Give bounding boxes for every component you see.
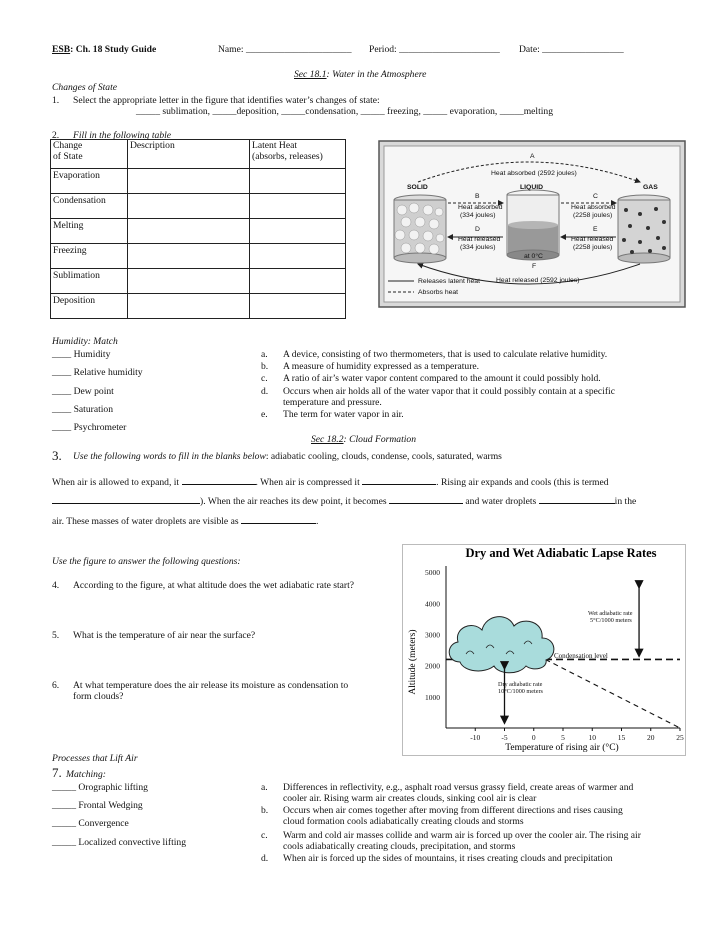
y-tick-label: 5000 xyxy=(425,568,440,578)
chart-x-label: Temperature of rising air (°C) xyxy=(505,743,619,753)
label-b-text1: Heat absorbed xyxy=(458,204,503,211)
lift-def: When air is forced up the sides of mountains, it rises creating clouds and precipitation xyxy=(283,853,613,864)
q4-text: According to the figure, at what altitude does the wet adiabatic rate start? xyxy=(73,580,355,591)
period-field[interactable]: Period: _____________________ xyxy=(369,44,500,55)
q1-number: 1. xyxy=(52,95,60,106)
label-gas: GAS xyxy=(643,184,658,191)
q3-number: 3. xyxy=(52,448,62,463)
state-change-table xyxy=(50,139,346,319)
latent-heat-cell[interactable] xyxy=(250,269,346,294)
table-row xyxy=(51,194,346,219)
name-field[interactable]: Name: ______________________ xyxy=(218,44,352,55)
blank-6[interactable] xyxy=(241,514,316,524)
blank-5[interactable] xyxy=(539,494,615,504)
description-cell[interactable] xyxy=(128,269,250,294)
x-tick-label: -5 xyxy=(501,733,508,742)
latent-heat-cell[interactable] xyxy=(250,194,346,219)
q2-text: Fill in the following table xyxy=(73,130,172,141)
def-text-cont: temperature and pressure. xyxy=(283,397,382,408)
def-text: Occurs when air holds all of the water vapor that it could possibly contain at a specific xyxy=(283,386,615,397)
lift-def-cont: cooler air. Rising warm air creates clouds, sinking cool air is clear xyxy=(283,793,537,804)
q3-line-3: air. These masses of water droplets are visible as . xyxy=(52,516,319,527)
label-e-text1: Heat released xyxy=(571,236,614,243)
course-title: ESB: Ch. 18 Study Guide xyxy=(52,44,157,55)
label-c-text1: Heat absorbed xyxy=(571,204,616,211)
q4-number: 4. xyxy=(52,580,60,591)
dry-rate-value: 10°C/1000 meters xyxy=(498,688,543,695)
def-text: The term for water vapor in air. xyxy=(283,409,404,420)
def-letter: b. xyxy=(261,361,269,372)
q6-number: 6. xyxy=(52,680,60,691)
label-solid: SOLID xyxy=(407,184,428,191)
humidity-term-blank[interactable]: ____ Saturation xyxy=(52,404,114,415)
blank-3[interactable] xyxy=(52,494,200,504)
row-label: Melting xyxy=(51,219,128,244)
row-label: Deposition xyxy=(51,294,128,319)
blank-2[interactable] xyxy=(362,475,436,485)
def-text: A measure of humidity expressed as a temperature. xyxy=(283,361,480,372)
figure-questions-intro: Use the figure to answer the following questions: xyxy=(52,556,241,567)
x-tick-label: 20 xyxy=(647,733,655,742)
row-label: Sublimation xyxy=(51,269,128,294)
wet-rate-label: Wet adiabatic rate xyxy=(588,610,633,617)
humidity-term-blank[interactable]: ____ Humidity xyxy=(52,349,111,360)
y-tick-label: 1000 xyxy=(425,692,440,702)
x-tick-label: -10 xyxy=(470,733,481,742)
section-18-2-title: Sec 18.2: Cloud Formation xyxy=(311,434,417,445)
lapse-rate-chart xyxy=(402,544,686,756)
description-cell[interactable] xyxy=(128,169,250,194)
lift-def: Warm and cold air masses collide and warm air is forced up over the cooler air. The rising air xyxy=(283,830,641,841)
def-letter: e. xyxy=(261,409,268,420)
chart-y-label: Altitude (meters) xyxy=(408,629,418,695)
latent-heat-cell[interactable] xyxy=(250,219,346,244)
table-row xyxy=(51,244,346,269)
row-label: Freezing xyxy=(51,244,128,269)
label-d-text1: Heat released xyxy=(458,236,501,243)
lift-term-blank[interactable]: _____ Convergence xyxy=(52,818,129,829)
q2-number: 2. xyxy=(52,130,60,141)
table-row xyxy=(51,169,346,194)
legend-releases: Releases latent heat xyxy=(418,278,480,285)
description-cell[interactable] xyxy=(128,219,250,244)
lift-air-heading: Processes that Lift Air xyxy=(52,753,138,764)
label-heat-released-bottom: Heat released (2592 joules) xyxy=(496,277,580,284)
row-label: Condensation xyxy=(51,194,128,219)
blank-4[interactable] xyxy=(389,494,463,504)
def-letter: c. xyxy=(261,373,268,384)
x-tick-label: 10 xyxy=(588,733,596,742)
lift-letter: c. xyxy=(261,830,268,841)
x-tick-label: 0 xyxy=(531,733,536,742)
lift-term-blank[interactable]: _____ Localized convective lifting xyxy=(52,837,186,848)
q1-text: Select the appropriate letter in the figure that identifies water’s changes of state: xyxy=(73,95,380,106)
q3-line-1: When air is allowed to expand, it . When air is compressed it . Rising air expands and cools (this is termed xyxy=(52,477,609,488)
x-tick-label: 25 xyxy=(676,733,684,742)
latent-heat-cell[interactable] xyxy=(250,244,346,269)
def-letter: d. xyxy=(261,386,269,397)
table-header-change: Change of State xyxy=(51,140,128,169)
q3-instructions: Use the following words to fill in the blanks below: adiabatic cooling, clouds, condense, cools, saturated, warms xyxy=(73,451,502,462)
y-tick-label: 4000 xyxy=(425,599,440,609)
lift-def: Occurs when air comes together after moving from different directions and rises causing xyxy=(283,805,623,816)
lift-term-blank[interactable]: _____ Orographic lifting xyxy=(52,782,148,793)
label-b: B xyxy=(475,193,480,200)
changes-of-state-heading: Changes of State xyxy=(52,82,118,93)
lift-letter: d. xyxy=(261,853,269,864)
lift-def-cont: cloud formation cools adiabatically creating clouds and storms xyxy=(283,816,524,827)
label-e-text2: (2258 joules) xyxy=(573,244,613,251)
lift-term-blank[interactable]: _____ Frontal Wedging xyxy=(52,800,143,811)
description-cell[interactable] xyxy=(128,244,250,269)
q7-number: 7. xyxy=(52,765,62,780)
q5-number: 5. xyxy=(52,630,60,641)
label-b-text2: (334 joules) xyxy=(460,212,496,219)
wet-rate-value: 5°C/1000 meters xyxy=(590,617,632,624)
def-letter: a. xyxy=(261,349,268,360)
humidity-heading: Humidity: Match xyxy=(52,336,118,347)
humidity-term-blank[interactable]: ____ Relative humidity xyxy=(52,367,143,378)
chart-title: Dry and Wet Adiabatic Lapse Rates xyxy=(465,546,657,560)
label-f: F xyxy=(532,263,537,270)
table-row xyxy=(51,294,346,319)
x-tick-label: 5 xyxy=(561,733,565,742)
x-tick-label: 15 xyxy=(617,733,626,742)
label-temp: at 0°C xyxy=(524,253,543,260)
label-e: E xyxy=(593,226,598,233)
lift-def: Differences in reflectivity, e.g., asphalt road versus grassy field, create areas of warmer and xyxy=(283,782,634,793)
q1-blanks[interactable]: _____ sublimation, _____deposition, _____condensation, _____ freezing, _____ evaporation, _____melting xyxy=(136,106,554,117)
table-row xyxy=(51,219,346,244)
q7-text: Matching: xyxy=(66,769,106,780)
humidity-term-blank[interactable]: ____ Psychrometer xyxy=(52,422,127,433)
lift-letter: b. xyxy=(261,805,269,816)
table-row xyxy=(51,269,346,294)
description-cell[interactable] xyxy=(128,194,250,219)
latent-heat-cell[interactable] xyxy=(250,294,346,319)
q6-text-cont: form clouds? xyxy=(73,691,124,702)
description-cell[interactable] xyxy=(128,294,250,319)
label-c-text2: (2258 joules) xyxy=(573,212,613,219)
water-states-figure xyxy=(378,140,686,308)
condensation-label: Condensation level xyxy=(554,652,608,660)
y-tick-label: 3000 xyxy=(425,630,440,640)
lift-letter: a. xyxy=(261,782,268,793)
label-liquid: LIQUID xyxy=(520,184,544,191)
label-a: A xyxy=(530,153,535,160)
q6-text: At what temperature does the air release its moisture as condensation to xyxy=(73,680,349,691)
q5-text: What is the temperature of air near the surface? xyxy=(73,630,256,641)
dry-rate-label: Dry adiabatic rate xyxy=(498,681,543,688)
table-header-description: Description xyxy=(128,140,250,169)
legend-absorbs: Absorbs heat xyxy=(418,289,459,296)
def-text: A device, consisting of two thermometers, that is used to calculate relative humidity. xyxy=(283,349,608,360)
humidity-term-blank[interactable]: ____ Dew point xyxy=(52,386,114,397)
y-tick-label: 2000 xyxy=(425,661,440,671)
lift-def-cont: cools adiabatically creating clouds, precipitation, and storms xyxy=(283,841,516,852)
section-18-1-title: Sec 18.1: Water in the Atmosphere xyxy=(294,69,427,80)
label-d-text2: (334 joules) xyxy=(460,244,496,251)
def-text: A ratio of air’s water vapor content compared to the amount it could possibly hold. xyxy=(283,373,601,384)
label-d: D xyxy=(475,226,480,233)
label-heat-absorbed-top: Heat absorbed (2592 joules) xyxy=(491,170,577,177)
blank-1[interactable] xyxy=(182,475,256,485)
table-header-latent-heat: Latent Heat (absorbs, releases) xyxy=(250,140,346,169)
date-field[interactable]: Date: _________________ xyxy=(519,44,624,55)
latent-heat-cell[interactable] xyxy=(250,169,346,194)
label-c: C xyxy=(593,193,598,200)
row-label: Evaporation xyxy=(51,169,128,194)
q3-line-2: ). When the air reaches its dew point, it becomes and water droplets in the xyxy=(52,494,636,507)
